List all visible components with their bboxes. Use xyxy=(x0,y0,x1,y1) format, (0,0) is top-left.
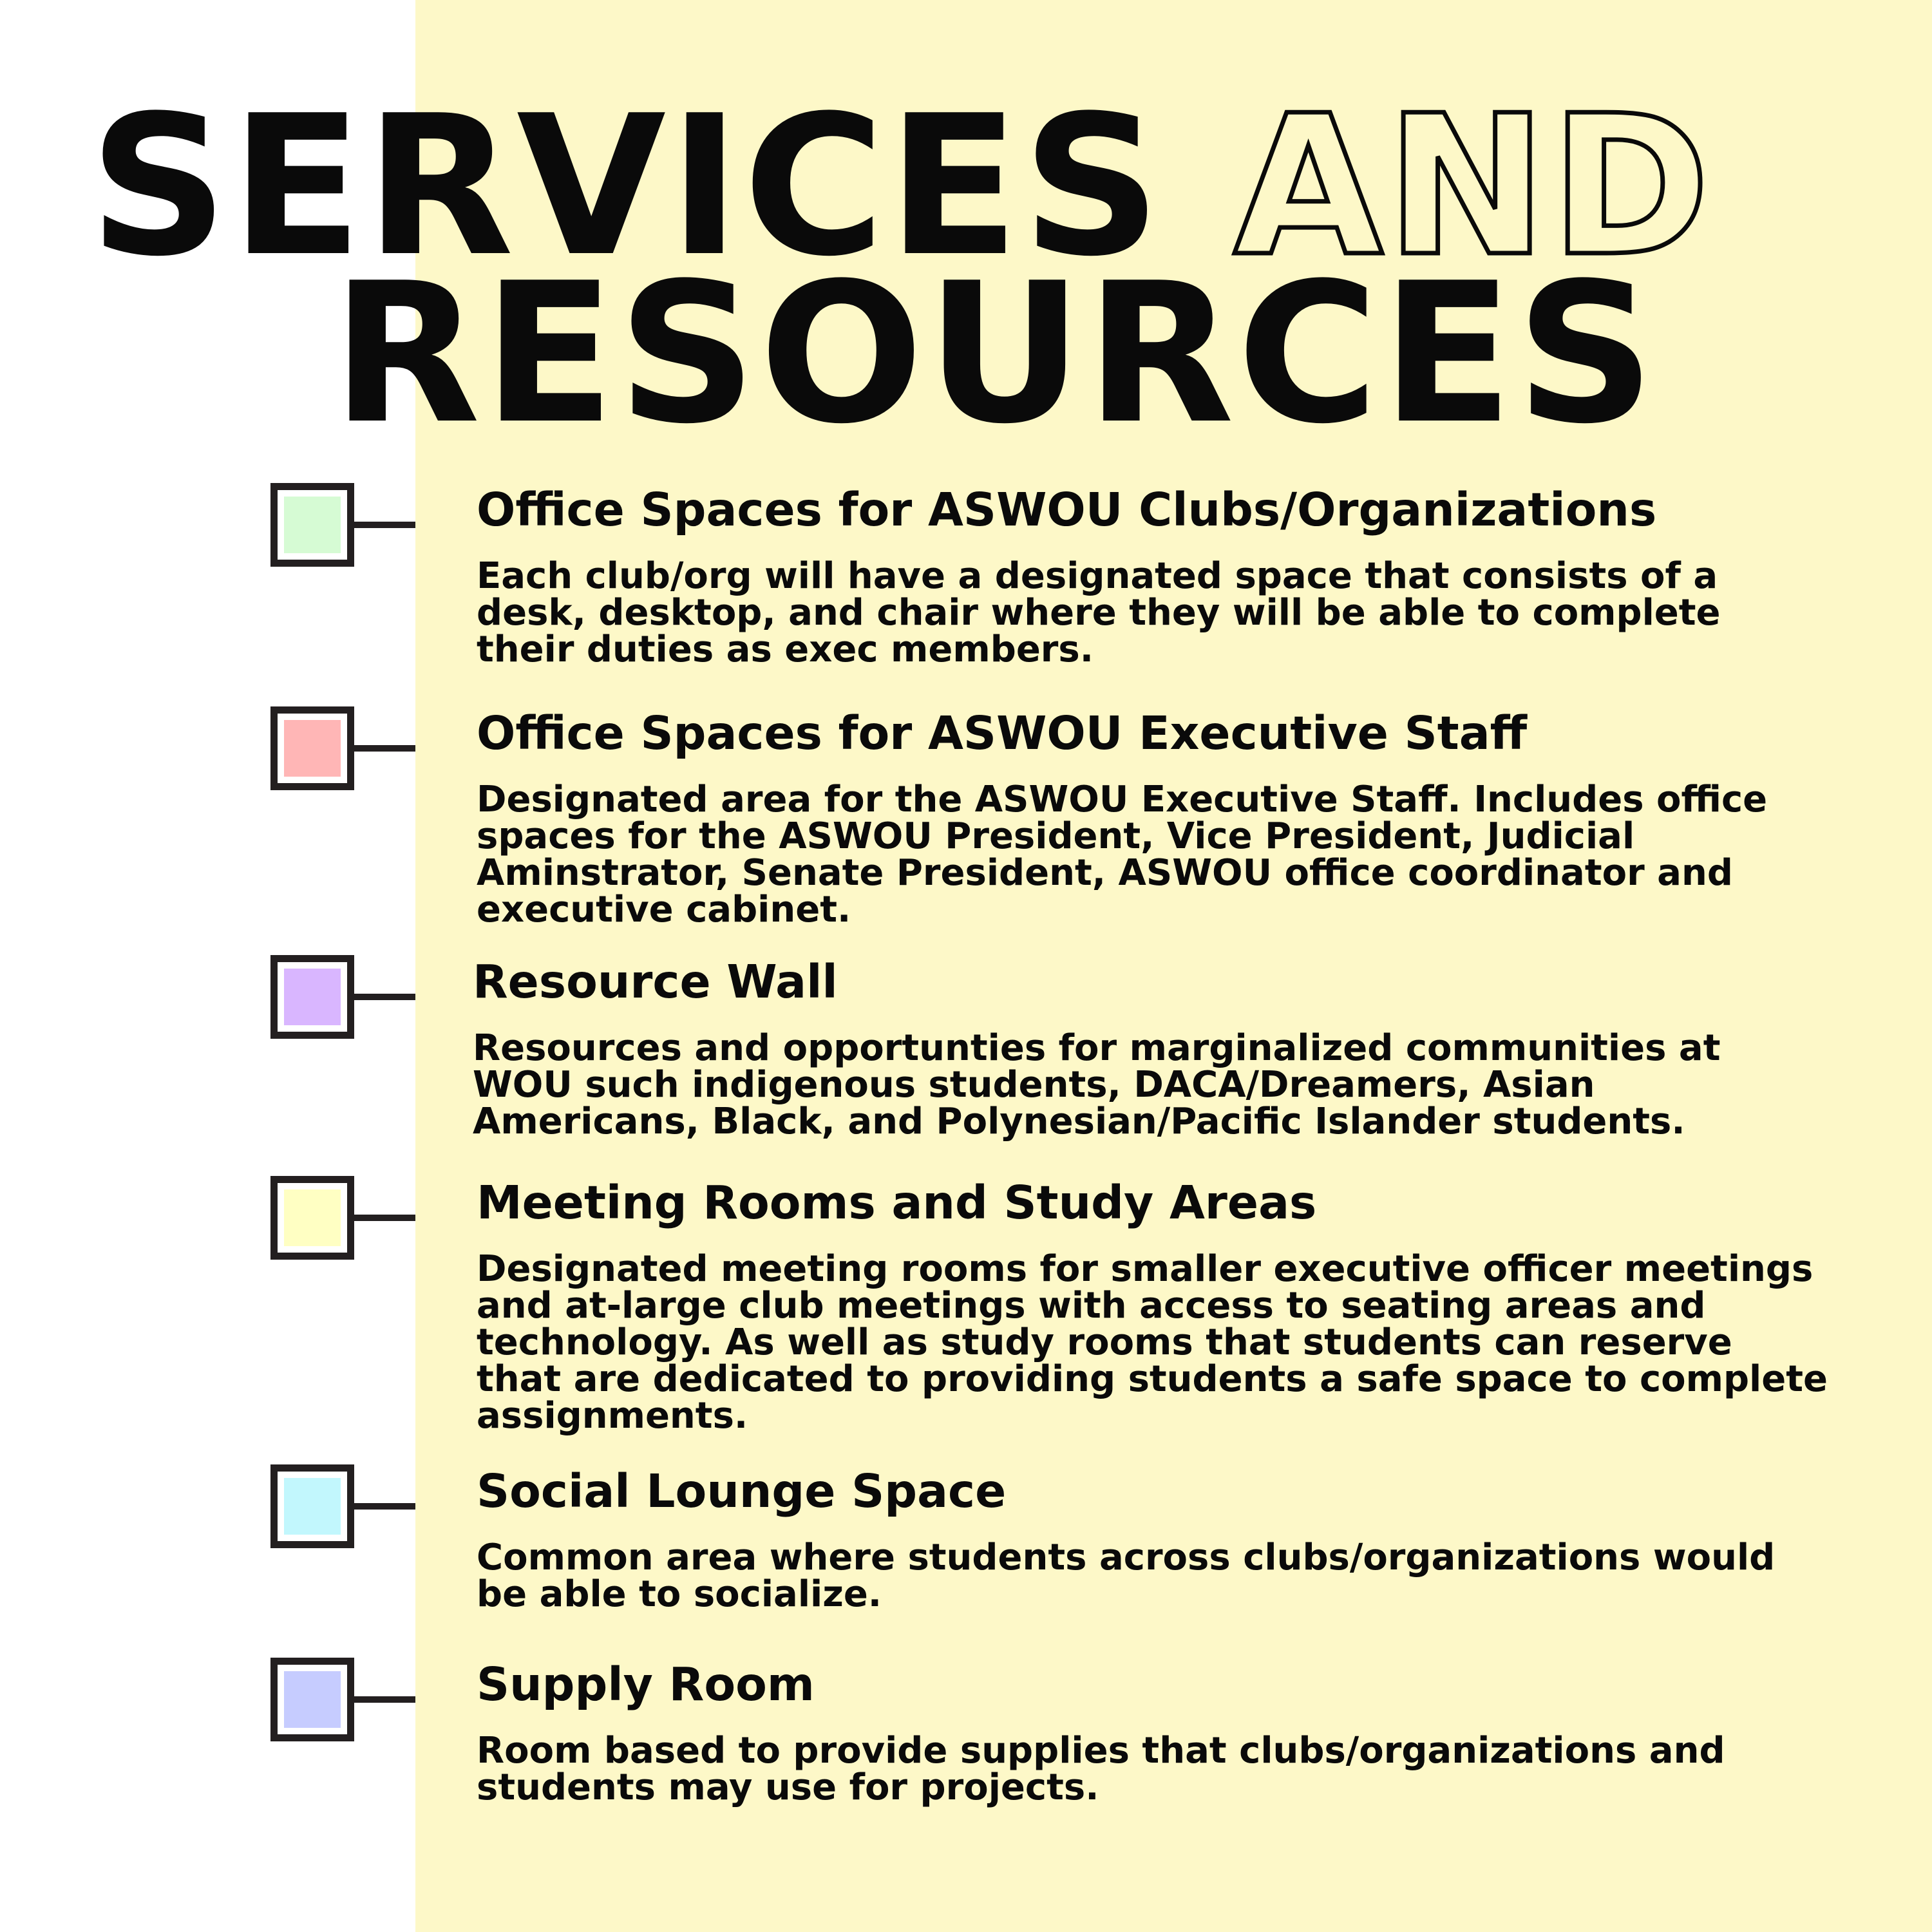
item-description: Resources and opportunties for marginalized communities at WOU such indigenous students, DACA/Dreamers, Asian Americans, Black, and Polynesian/Pacific Islander students. xyxy=(473,1027,1721,1142)
checkbox-icon xyxy=(270,706,354,790)
item-title: Meeting Rooms and Study Areas xyxy=(477,1176,1317,1229)
checkbox-icon xyxy=(270,1464,354,1548)
color-swatch xyxy=(284,1671,341,1728)
connector-line xyxy=(354,1696,415,1703)
connector-line xyxy=(354,1503,415,1510)
item-title: Office Spaces for ASWOU Clubs/Organizations xyxy=(477,483,1657,536)
connector-line xyxy=(354,522,415,528)
item-description: Designated area for the ASWOU Executive Staff. Includes office spaces for the ASWOU President, Vice President, Judicial Aminstrator, Senate President, ASWOU office coordinator and executive cabinet. xyxy=(477,779,1768,931)
color-swatch xyxy=(284,720,341,777)
item-description: Each club/org will have a designated space that consists of a desk, desktop, and chair where they will be able to complete their duties as exec members. xyxy=(477,555,1721,670)
connector-line xyxy=(354,745,415,752)
item-title: Resource Wall xyxy=(473,955,838,1009)
item-title: Supply Room xyxy=(477,1658,815,1711)
connector-line xyxy=(354,1215,415,1221)
title-word-services: SERVICES xyxy=(89,74,1164,299)
title-word-and: AND xyxy=(1233,74,1713,299)
item-description: Common area where students across clubs/organizations would be able to socialize. xyxy=(477,1537,1776,1615)
color-swatch xyxy=(284,969,341,1025)
item-title: Office Spaces for ASWOU Executive Staff xyxy=(477,706,1528,760)
connector-line xyxy=(354,994,415,1000)
item-description: Room based to provide supplies that clubs/organizations and students may use for projects. xyxy=(477,1730,1725,1808)
checkbox-icon xyxy=(270,483,354,567)
item-description: Designated meeting rooms for smaller executive officer meetings and at-large club meetings with access to seating areas and technology. As well as study rooms that students can reserve that are dedicated to providing students a safe space to complete assignments. xyxy=(477,1248,1828,1437)
color-swatch xyxy=(284,1189,341,1246)
color-swatch xyxy=(284,497,341,553)
checkbox-icon xyxy=(270,955,354,1039)
checkbox-icon xyxy=(270,1658,354,1741)
item-title: Social Lounge Space xyxy=(477,1464,1007,1518)
color-swatch xyxy=(284,1478,341,1535)
page-title-line2: RESOURCES xyxy=(332,242,1658,466)
checkbox-icon xyxy=(270,1176,354,1260)
